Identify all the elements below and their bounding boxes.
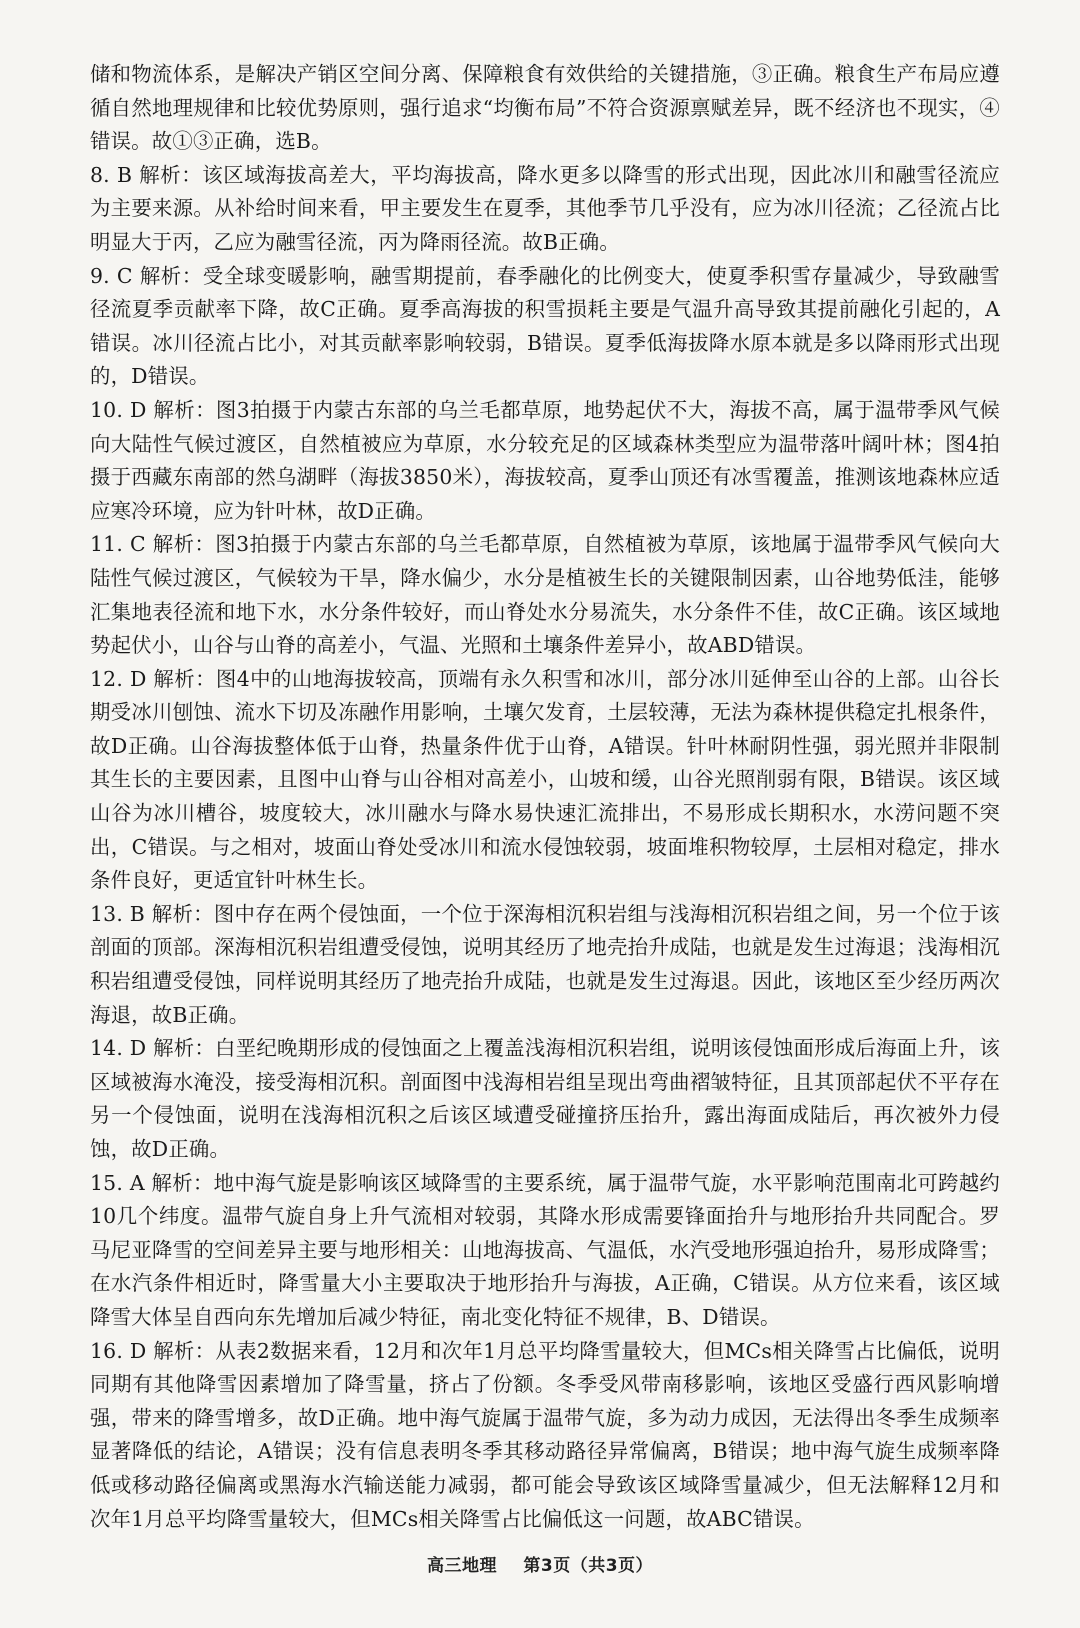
answer-11: 11. C 解析：图3拍摄于内蒙古东部的乌兰毛都草原，自然植被为草原，该地属于温带季风气候向大陆性气候过渡区，气候较为干旱，降水偏少，水分是植被生长的关键限制因素，山谷地势低洼，能够汇集地表径流和地下水，水分条件较好，而山脊处水分易流失，水分条件不佳，故C正确。该区域地势起伏小，山谷与山脊的高差小，气温、光照和土壤条件差异小，故ABD错误。 [90, 532, 1000, 658]
answer-14: 14. D 解析：白垩纪晚期形成的侵蚀面之上覆盖浅海相沉积岩组，说明该侵蚀面形成后海面上升，该区域被海水淹没，接受海相沉积。剖面图中浅海相岩组呈现出弯曲褶皱特征，且其顶部起伏不平存在另一个侵蚀面，说明在浅海相沉积之后该区域遭受碰撞挤压抬升，露出海面成陆后，再次被外力侵蚀，故D正确。 [90, 1036, 1000, 1161]
answer-15: 15. A 解析：地中海气旋是影响该区域降雪的主要系统，属于温带气旋，水平影响范围南北可跨越约10几个纬度。温带气旋自身上升气流相对较弱，其降水形成需要锋面抬升与地形抬升共同配合。罗马尼亚降雪的空间差异主要与地形相关：山地海拔高、气温低，水汽受地形强迫抬升，易形成降雪；在水汽条件相近时，降雪量大小主要取决于地形抬升与海拔，A正确，C错误。从方位来看，该区域降雪大体呈自西向东先增加后减少特征，南北变化特征不规律，B、D错误。 [90, 1170, 1000, 1329]
answer-16: 16. D 解析：从表2数据来看，12月和次年1月总平均降雪量较大，但MCs相关降雪占比偏低，说明同期有其他降雪因素增加了降雪量，挤占了份额。冬季受风带南移影响，该地区受盛行西风影响增强，带来的降雪增多，故D正确。地中海气旋属于温带气旋，多为动力成因，无法得出冬季生成频率显著降低的结论，A错误；没有信息表明冬季其移动路径异常偏离，B错误；地中海气旋生成频率降低或移动路径偏离或黑海水汽输送能力减弱，都可能会导致该区域降雪量减少，但无法解释12月和次年1月总平均降雪量较大，但MCs相关降雪占比偏低这一问题，故ABC错误。 [90, 1338, 1000, 1531]
page-footer [0, 1551, 1080, 1576]
answer-9: 9. C 解析：受全球变暖影响，融雪期提前，春季融化的比例变大，使夏季积雪存量减少，导致融雪径流夏季贡献率下降，故C正确。夏季高海拔的积雪损耗主要是气温升高导致其提前融化引起的，A错误。冰川径流占比小，对其贡献率影响较弱，B错误。夏季低海拔降水原本就是多以降雨形式出现的，D错误。 [90, 263, 1000, 389]
footer-page-number: 第3页（共3页） [523, 1556, 654, 1576]
footer-subject: 高三地理 [426, 1556, 497, 1576]
answer-13: 13. B 解析：图中存在两个侵蚀面，一个位于深海相沉积岩组与浅海相沉积岩组之间，另一个位于该剖面的顶部。深海相沉积岩组遭受侵蚀，说明其经历了地壳抬升成陆，也就是发生过海退；浅海相沉积岩组遭受侵蚀，同样说明其经历了地壳抬升成陆，也就是发生过海退。因此，该地区至少经历两次海退，故B正确。 [90, 901, 1000, 1027]
answer-12: 12. D 解析：图4中的山地海拔较高，顶端有永久积雪和冰川，部分冰川延伸至山谷的上部。山谷长期受冰川刨蚀、流水下切及冻融作用影响，土壤欠发育，土层较薄，无法为森林提供稳定扎根条件，故D正确。山谷海拔整体低于山脊，热量条件优于山脊，A错误。针叶林耐阴性强，弱光照并非限制其生长的主要因素，且图中山脊与山谷相对高差小，山坡和缓，山谷光照削弱有限，B错误。该区域山谷为冰川槽谷，坡度较大，冰川融水与降水易快速汇流排出，不易形成长期积水，水涝问题不突出，C错误。与之相对，坡面山脊处受冰川和流水侵蚀较弱，坡面堆积物较厚，土层相对稳定，排水条件良好，更适宜针叶林生长。 [90, 666, 1000, 893]
answer-8: 8. B 解析：该区域海拔高差大，平均海拔高，降水更多以降雪的形式出现，因此冰川和融雪径流应为主要来源。从补给时间来看，甲主要发生在夏季，其他季节几乎没有，应为冰川径流；乙径流占比明显大于丙，乙应为融雪径流，丙为降雨径流。故B正确。 [90, 162, 1000, 254]
answer-document [90, 58, 1000, 1536]
answer-10: 10. D 解析：图3拍摄于内蒙古东部的乌兰毛都草原，地势起伏不大，海拔不高，属于温带季风气候向大陆性气候过渡区，自然植被应为草原，水分较充足的区域森林类型应为温带落叶阔叶林；图4拍摄于西藏东南部的然乌湖畔（海拔3850米），海拔较高，夏季山顶还有冰雪覆盖，推测该地森林应适应寒冷环境，应为针叶林，故D正确。 [90, 397, 1000, 523]
paragraph-continuation: 储和物流体系，是解决产销区空间分离、保障粮食有效供给的关键措施，③正确。粮食生产布局应遵循自然地理规律和比较优势原则，强行追求“均衡布局”不符合资源禀赋差异，既不经济也不现实，④错误。故①③正确，选B。 [90, 62, 1000, 154]
